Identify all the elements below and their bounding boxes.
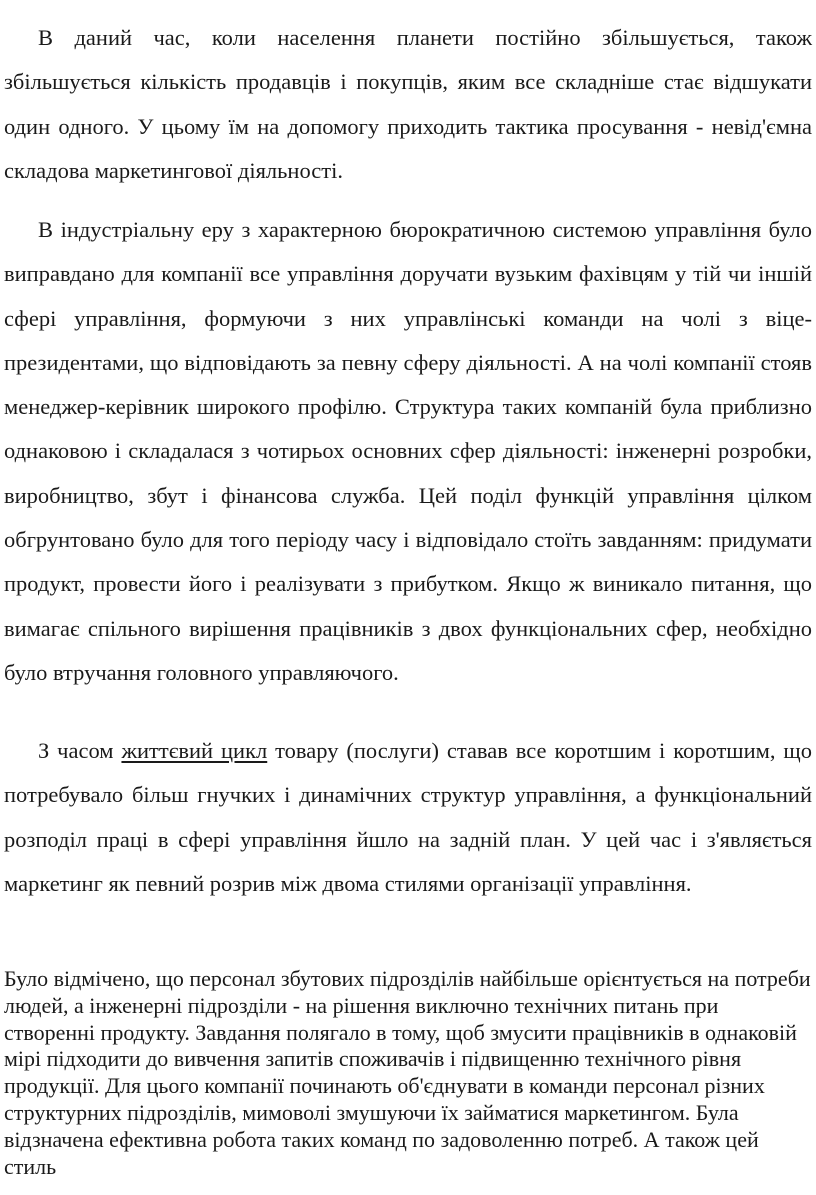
paragraph-life-cycle-end: товару (послуги) ставав все коротшим і коротшим, що потребувало більш гнучких і динамічних структур управління, а функціональний розподіл праці в сфері управління йшло на задній план. У цей час і з'являється маркетинг як певний розрив між двома стилями організації управління. <box>4 738 812 896</box>
paragraph-sales-departments: Було відмічено, що персонал збутових підрозділів найбільше орієнтується на потреби людей, а інженерні підрозділи - на рішення виключно технічних питань при створенні продукту. Завдання полягало в тому, щоб змусити працівників в однаковій мірі підходити до вивчення запитів споживачів і підвищенню технічного рівня продукції. Для цього компанії починають об'єднувати в команди персонал різних структурних підрозділів, мимоволі змушуючи їх займатися маркетингом. Була відзначена ефективна робота таких команд по задоволенню потреб. А також цей стиль <box>4 966 811 1179</box>
life-cycle-link[interactable]: життєвий цикл <box>121 738 268 763</box>
paragraph-life-cycle <box>4 729 812 906</box>
paragraph-life-cycle-start: З часом <box>38 738 122 763</box>
paragraph-industrial-era: В індустріальну еру з характерною бюрократичною системою управління було виправдано для компанії все управління доручати вузьким фахівцям у тій чи іншій сфері управління, формуючи з них управлінські команди на чолі з віце-президентами, що відповідають за певну сферу діяльності. А на чолі компанії стояв менеджер-керівник широкого профілю. Структура таких компаній була приблизно однаковою і складалася з чотирьох основних сфер діяльності: інженерні розробки, виробництво, збут і фінансова служба. Цей поділ функцій управління цілком обгрунтовано було для того періоду часу і відповідало стоїть завданням: придумати продукт, провести його і реалізувати з прибутком. Якщо ж виникало питання, що вимагає спільного вирішення працівників з двох функціональних сфер, необхідно було втручання головного управляючого. <box>4 217 812 685</box>
paragraph-population-growth: В даний час, коли населення планети постійно збільшується, також збільшується кількість продавців і покупців, яким все складніше стає відшукати один одного. У цьому їм на допомогу приходить тактика просування - невід'ємна складова маркетингової діяльності. <box>4 25 812 183</box>
